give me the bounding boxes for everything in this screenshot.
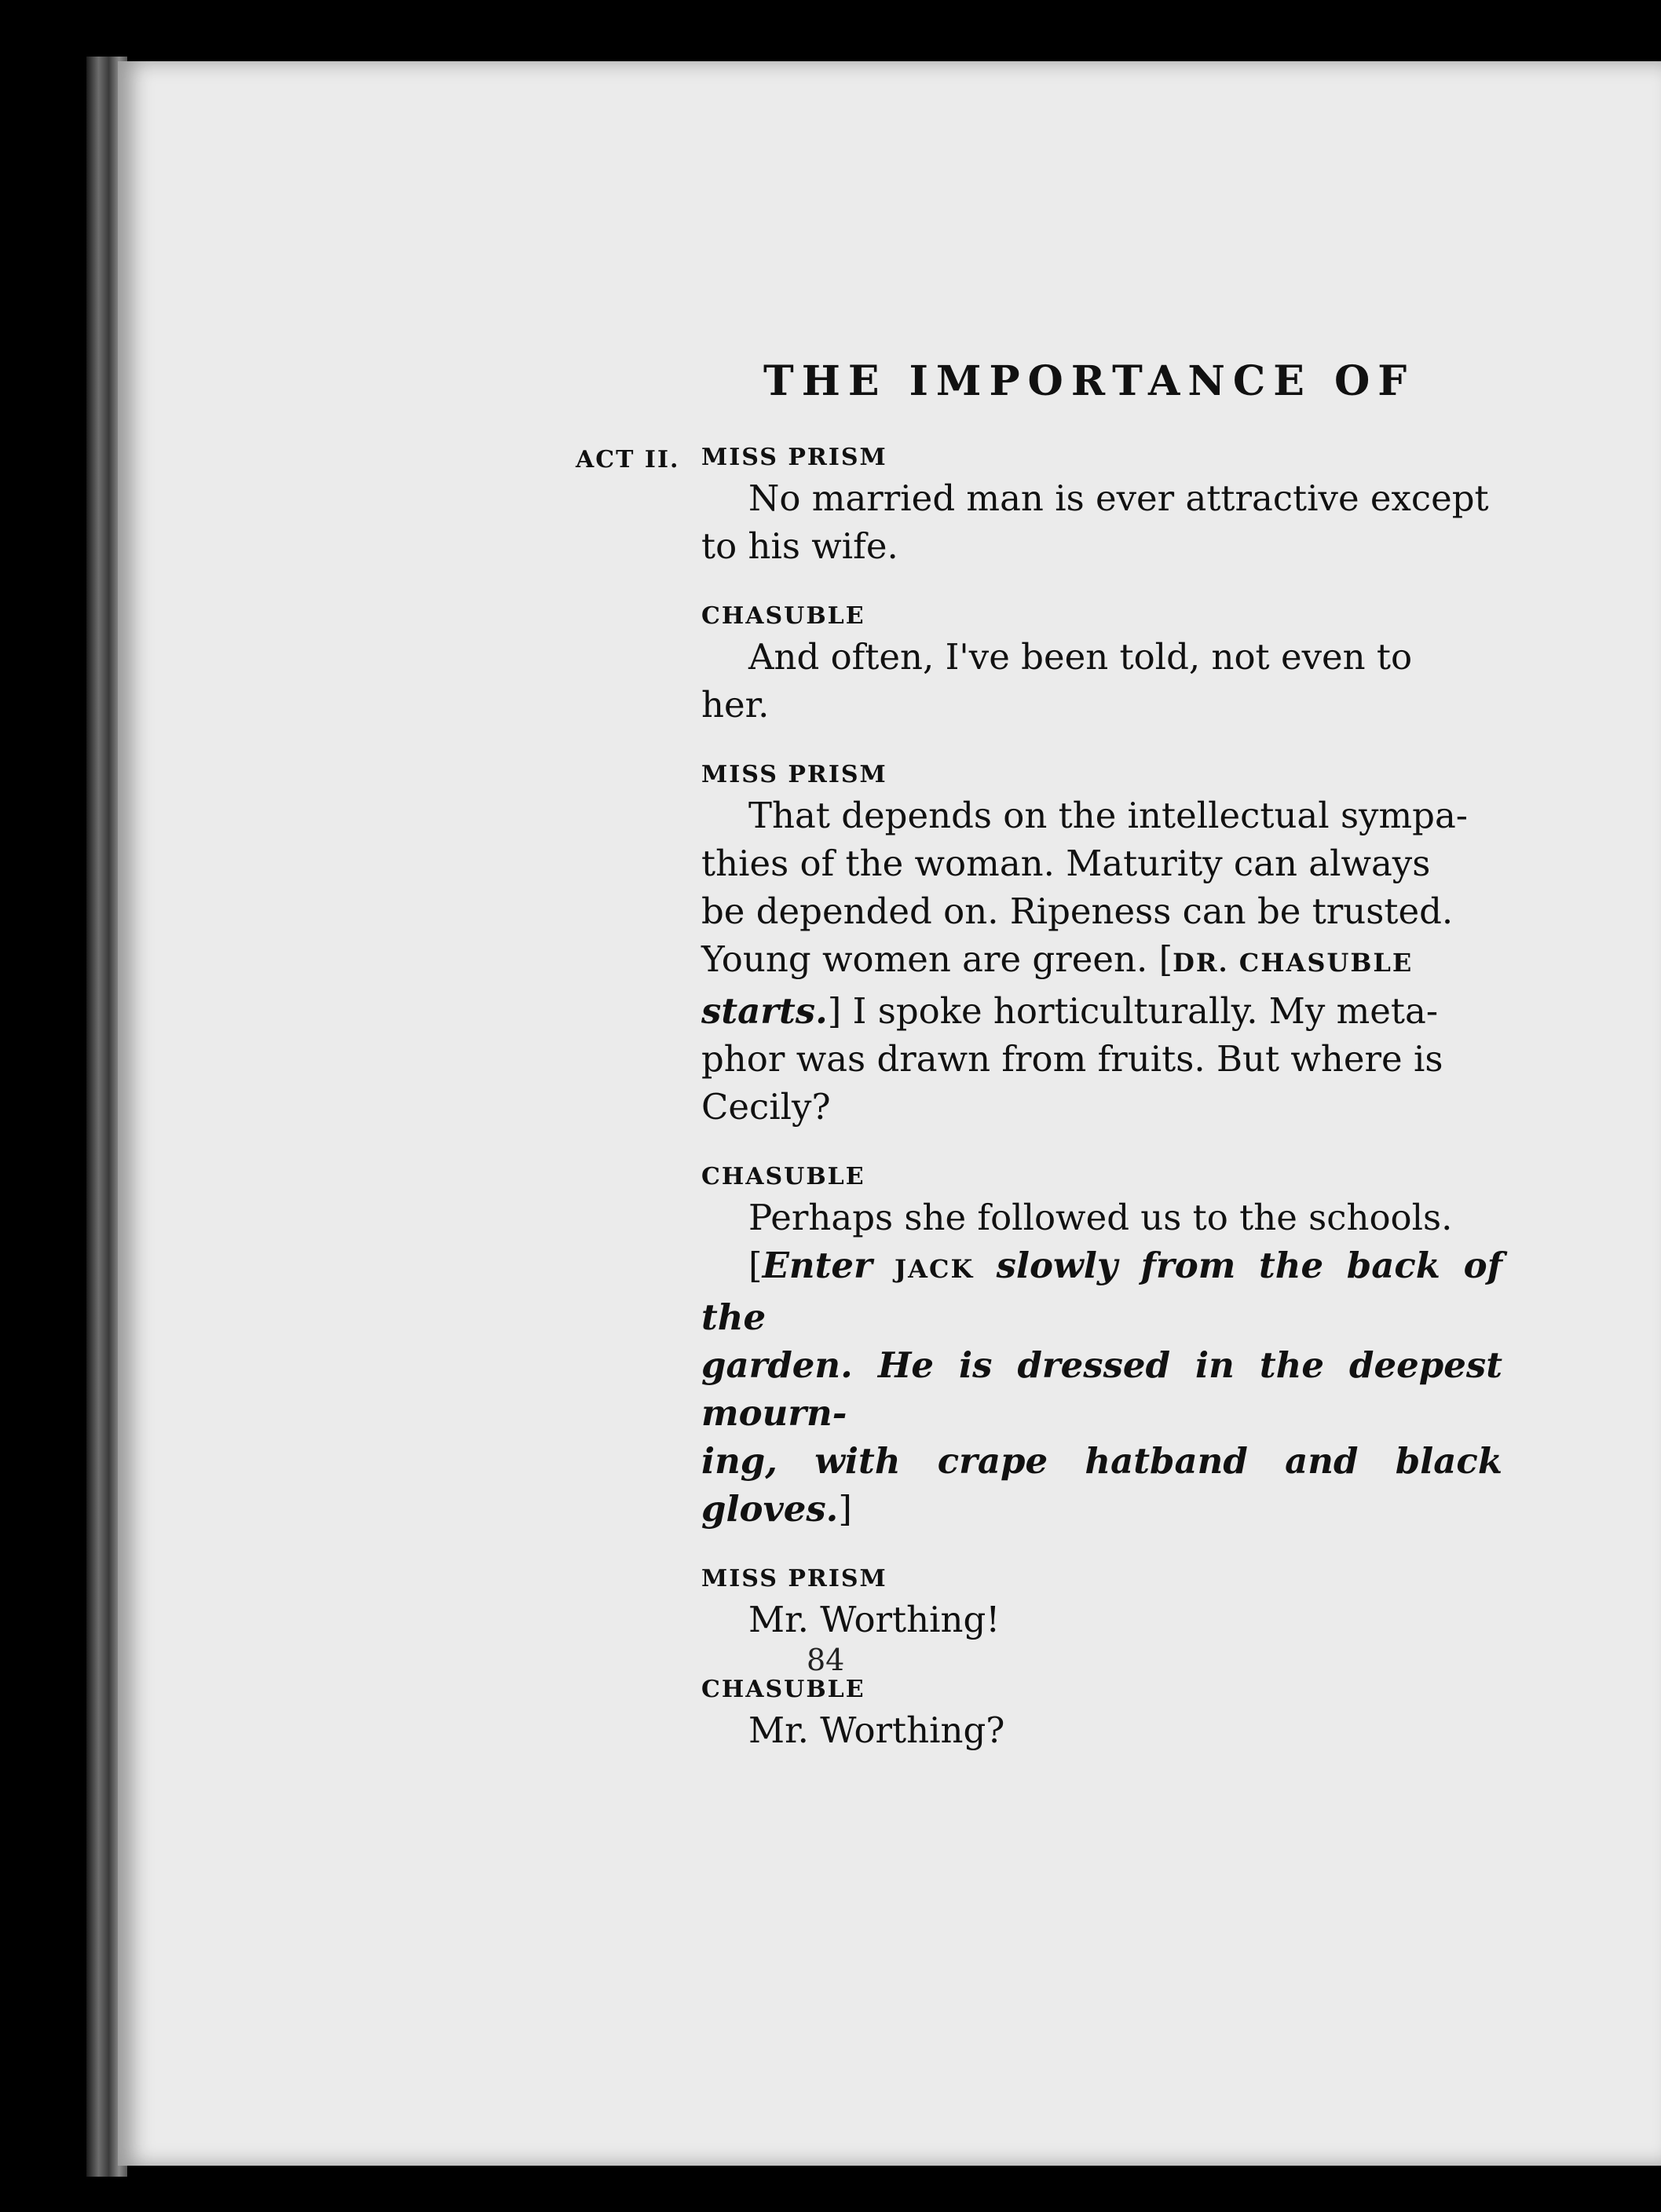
page-number: 84 (807, 1643, 845, 1677)
dialogue-line: Mr. Worthing? (748, 1709, 1005, 1751)
speaker-name: CHASUBLE (701, 1676, 865, 1703)
dialogue-line: her. (701, 684, 770, 726)
stage-direction-text: ing, with crape hatband and black gloves. (701, 1440, 1502, 1530)
dialogue-line: phor was drawn from fruits. But where is (701, 1038, 1443, 1080)
dialogue-line: Mr. Worthing! (748, 1599, 1001, 1640)
dialogue-line: That depends on the intellectual sympa- (748, 795, 1468, 836)
dialogue-line: thies of the woman. Maturity can always (701, 843, 1431, 884)
stage-direction-verb: starts. (701, 990, 828, 1032)
speech-1 (701, 441, 1502, 570)
speaker-name: MISS PRISM (701, 444, 887, 471)
stage-direction (701, 1437, 1502, 1533)
dialogue-line: be depended on. Ripeness can be trusted. (701, 890, 1454, 932)
act-label: ACT II. (576, 446, 680, 473)
running-head: THE IMPORTANCE OF (763, 357, 1415, 405)
speaker-name: CHASUBLE (701, 602, 865, 630)
stage-direction-text: garden. He is dressed in the deepest mourn- (701, 1344, 1502, 1434)
stage-direction-text: slowly from the back of the (701, 1245, 1502, 1338)
dialogue-line: No married man is ever attractive except (748, 477, 1489, 519)
speaker-name: MISS PRISM (701, 1565, 887, 1592)
bracket-open: [ (748, 1245, 763, 1286)
speech-2 (701, 600, 1502, 729)
speaker-name: MISS PRISM (701, 761, 887, 788)
dialogue-line: to his wife. (701, 525, 898, 567)
dialogue-line (701, 935, 1502, 987)
stage-direction-character: DR. CHASUBLE (1173, 948, 1414, 978)
speech-3 (701, 759, 1502, 1131)
stage-direction (701, 1241, 1502, 1341)
dialogue-line (701, 987, 1502, 1035)
speech-6 (701, 1673, 1502, 1754)
dialogue-fragment: ] I spoke horticulturally. My meta- (827, 990, 1439, 1032)
stage-direction-character: JACK (895, 1254, 975, 1284)
dialogue-line: Cecily? (701, 1086, 831, 1128)
bracket-close: ] (838, 1488, 852, 1530)
dialogue-line: And often, I've been told, not even to (748, 636, 1413, 678)
stage-direction-text: Enter (762, 1245, 873, 1286)
speaker-name: CHASUBLE (701, 1163, 865, 1190)
dialogue-line: Perhaps she followed us to the schools. (748, 1197, 1453, 1238)
speech-4 (701, 1161, 1502, 1533)
dialogue-fragment: Young women are green. [ (701, 938, 1173, 980)
speech-5 (701, 1563, 1502, 1643)
play-text (701, 441, 1502, 1754)
